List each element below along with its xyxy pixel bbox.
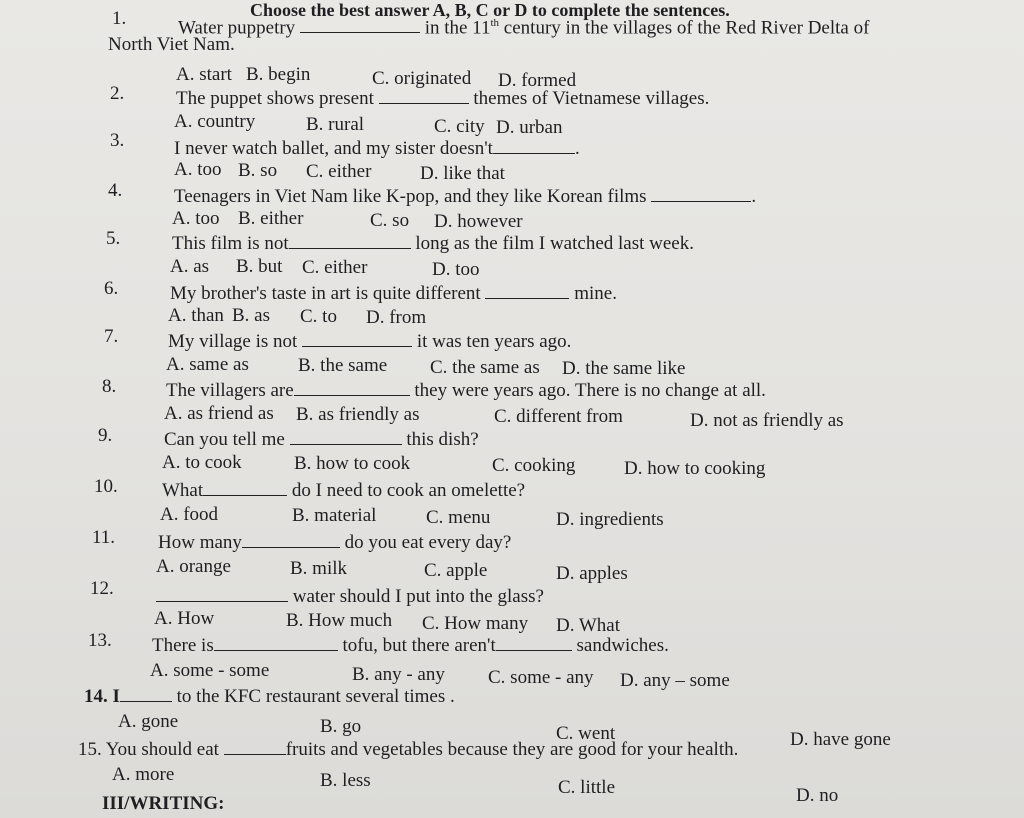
question-11-option-b[interactable]: B. milk	[290, 558, 348, 579]
question-5-number: 5.	[106, 228, 121, 249]
question-12-option-b[interactable]: B. How much	[286, 610, 393, 631]
question-14-option-d[interactable]: D. have gone	[790, 729, 891, 750]
question-15-blank[interactable]	[224, 738, 286, 755]
question-1-blank[interactable]	[300, 16, 420, 33]
question-7-text: My village is not it was ten years ago.	[168, 331, 572, 352]
question-1-option-b[interactable]: B. begin	[246, 64, 311, 85]
question-12-text: water should I put into the glass?	[156, 585, 544, 608]
question-5-option-b[interactable]: B. but	[236, 256, 283, 277]
question-3-text: I never watch ballet, and my sister doesn't .	[174, 138, 580, 159]
question-3-option-a[interactable]: A. too	[174, 159, 222, 180]
question-4-blank[interactable]	[651, 185, 751, 202]
question-8-option-b[interactable]: B. as friendly as	[296, 404, 420, 425]
question-14-option-a[interactable]: A. gone	[118, 711, 179, 732]
question-10-option-b[interactable]: B. material	[292, 505, 377, 526]
question-10-option-a[interactable]: A. food	[160, 504, 219, 525]
question-12-option-d[interactable]: D. What	[556, 615, 621, 636]
question-8-number: 8.	[102, 376, 117, 397]
question-7-blank[interactable]	[302, 330, 412, 347]
question-13-option-b[interactable]: B. any - any	[352, 664, 445, 685]
question-3-number: 3.	[110, 130, 125, 151]
question-3-option-c[interactable]: C. either	[306, 161, 372, 182]
question-2-number: 2.	[110, 83, 125, 104]
question-15-option-c[interactable]: C. little	[558, 777, 615, 798]
question-2-option-b[interactable]: B. rural	[306, 114, 365, 135]
question-14-text: 14. I to the KFC restaurant several times .	[84, 686, 455, 707]
instruction-header: Choose the best answer A, B, C or D to complete the sentences.	[250, 0, 730, 20]
question-6-text: My brother's taste in art is quite different mine.	[170, 283, 617, 304]
question-14-blank[interactable]	[120, 685, 172, 702]
question-9-option-b[interactable]: B. how to cook	[294, 453, 411, 474]
question-15-option-b[interactable]: B. less	[320, 770, 371, 791]
question-4-option-c[interactable]: C. so	[370, 210, 410, 231]
question-13-text: There is tofu, but there aren't sandwiches.	[152, 635, 669, 656]
question-1-option-c[interactable]: C. originated	[372, 68, 472, 89]
question-9-option-c[interactable]: C. cooking	[492, 455, 576, 476]
question-2-blank[interactable]	[379, 87, 469, 104]
question-1-text: Water puppetry in the 11th century in the villages of the Red River Delta of	[178, 17, 870, 39]
question-8-option-c[interactable]: C. different from	[494, 406, 623, 427]
question-8-text: The villagers are they were years ago. There is no change at all.	[166, 380, 766, 401]
question-9-text: Can you tell me this dish?	[164, 429, 479, 450]
question-1-option-a[interactable]: A. start	[176, 64, 232, 85]
question-6-blank[interactable]	[485, 282, 569, 299]
question-7-option-a[interactable]: A. same as	[166, 354, 249, 375]
question-4-text: Teenagers in Viet Nam like K-pop, and they like Korean films .	[174, 186, 757, 207]
question-5-option-c[interactable]: C. either	[302, 257, 368, 278]
question-4-option-d[interactable]: D. however	[434, 211, 523, 232]
question-11-text: How many do you eat every day?	[158, 532, 512, 553]
question-15-option-a[interactable]: A. more	[112, 764, 175, 785]
question-9-option-a[interactable]: A. to cook	[162, 452, 242, 473]
question-2-text: The puppet shows present themes of Vietnamese villages.	[176, 88, 710, 109]
question-3-blank[interactable]	[493, 137, 575, 154]
question-7-option-b[interactable]: B. the same	[298, 355, 388, 376]
question-8-blank[interactable]	[294, 379, 410, 396]
question-6-option-d[interactable]: D. from	[366, 307, 427, 328]
question-10-option-c[interactable]: C. menu	[426, 507, 491, 528]
question-13-option-c[interactable]: C. some - any	[488, 667, 594, 688]
question-13-blank-1[interactable]	[214, 634, 338, 651]
question-6-option-a[interactable]: A. than	[168, 305, 224, 326]
question-13-option-d[interactable]: D. any – some	[620, 670, 730, 691]
question-4-option-b[interactable]: B. either	[238, 208, 304, 229]
question-1-number: 1.	[112, 8, 127, 29]
question-15-option-d[interactable]: D. no	[796, 785, 839, 806]
question-1-option-d[interactable]: D. formed	[498, 70, 577, 91]
question-15-text: 15. You should eat fruits and vegetables because they are good for your health.	[78, 739, 739, 760]
question-4-option-a[interactable]: A. too	[172, 208, 220, 229]
question-5-text: This film is not long as the film I watched last week.	[172, 233, 694, 254]
question-5-option-a[interactable]: A. as	[170, 256, 210, 277]
question-7-option-d[interactable]: D. the same like	[562, 358, 686, 379]
question-9-blank[interactable]	[290, 428, 402, 445]
question-2-option-c[interactable]: C. city	[434, 116, 485, 137]
question-6-option-b[interactable]: B. as	[232, 305, 270, 326]
question-12-option-c[interactable]: C. How many	[422, 613, 529, 634]
question-10-option-d[interactable]: D. ingredients	[556, 509, 664, 530]
question-6-number: 6.	[104, 278, 119, 299]
question-7-option-c[interactable]: C. the same as	[430, 357, 540, 378]
question-11-blank[interactable]	[242, 531, 340, 548]
question-13-number: 13.	[88, 630, 112, 651]
question-12-option-a[interactable]: A. How	[154, 608, 215, 629]
question-3-option-d[interactable]: D. like that	[420, 163, 505, 184]
question-12-number: 12.	[90, 578, 114, 599]
question-9-option-d[interactable]: D. how to cooking	[624, 458, 766, 479]
question-4-number: 4.	[108, 180, 123, 201]
question-6-option-c[interactable]: C. to	[300, 306, 337, 327]
question-11-option-c[interactable]: C. apple	[424, 560, 488, 581]
question-11-option-d[interactable]: D. apples	[556, 563, 628, 584]
section-title-writing: III/WRITING:	[102, 793, 225, 814]
question-3-option-b[interactable]: B. so	[238, 160, 278, 181]
question-11-number: 11.	[92, 527, 116, 548]
question-9-number: 9.	[98, 425, 113, 446]
question-5-blank[interactable]	[289, 232, 411, 249]
question-5-option-d[interactable]: D. too	[432, 259, 480, 280]
question-1-text-cont: North Viet Nam.	[108, 34, 235, 55]
question-8-option-a[interactable]: A. as friend as	[164, 403, 274, 424]
question-12-blank[interactable]	[156, 585, 288, 602]
question-10-text: What do I need to cook an omelette?	[162, 480, 526, 501]
question-7-number: 7.	[104, 326, 119, 347]
question-14-option-b[interactable]: B. go	[320, 716, 362, 737]
question-11-option-a[interactable]: A. orange	[156, 556, 231, 577]
question-13-option-a[interactable]: A. some - some	[150, 660, 270, 681]
question-13-blank-2[interactable]	[496, 634, 572, 651]
question-10-number: 10.	[94, 476, 118, 497]
question-8-option-d[interactable]: D. not as friendly as	[690, 410, 844, 431]
question-10-blank[interactable]	[203, 479, 287, 496]
question-2-option-d[interactable]: D. urban	[496, 117, 563, 138]
question-14-option-c[interactable]: C. went	[556, 723, 616, 744]
question-2-option-a[interactable]: A. country	[174, 111, 256, 132]
